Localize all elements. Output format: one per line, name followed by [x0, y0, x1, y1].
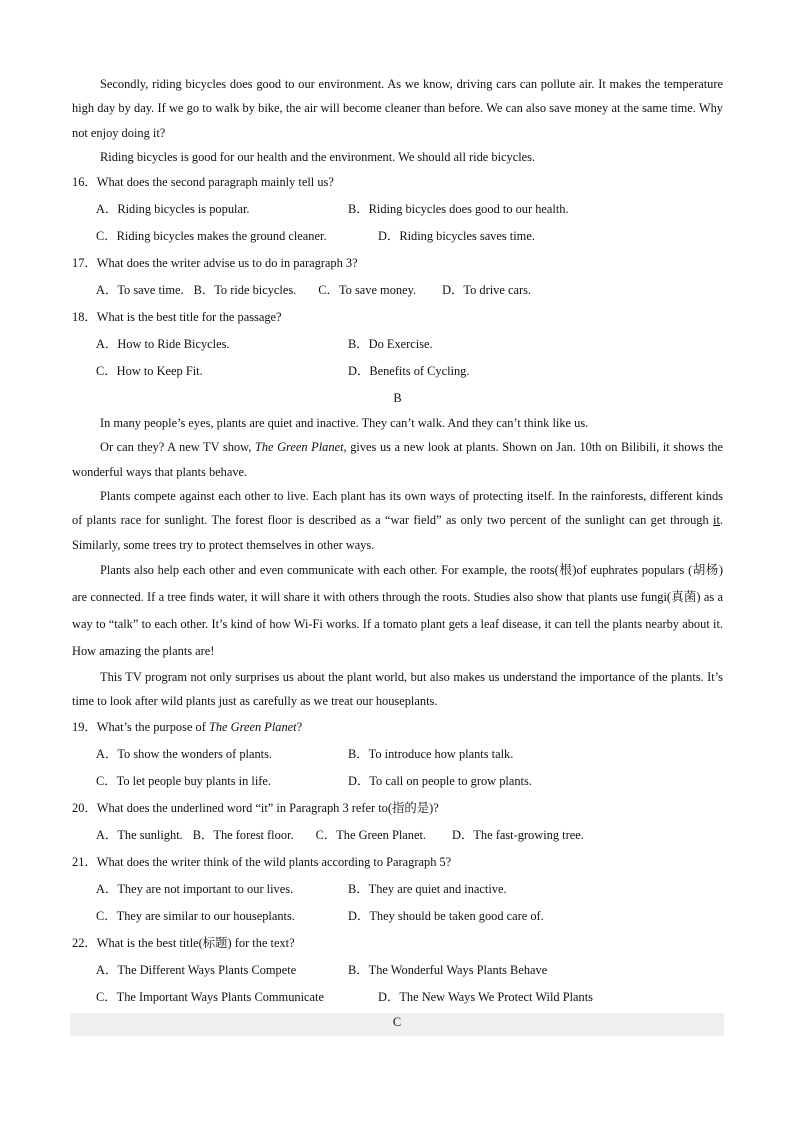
section-c-label-bar: [70, 1013, 724, 1036]
text-span: ?: [296, 719, 303, 734]
question-17: 17．What does the writer advise us to do in paragraph 3?: [72, 256, 358, 271]
option-a: A．The Different Ways Plants Compete: [96, 962, 297, 977]
text-span: 19．What’s the purpose of: [72, 719, 209, 734]
question-17-options: [72, 277, 723, 304]
question-19-options-row2: [72, 768, 723, 795]
passage-b-paragraph-1: In many people’s eyes, plants are quiet and inactive. They can’t walk. And they can’t think like us.: [100, 416, 589, 431]
question-22: 22．What is the best title(标题) for the text?: [72, 935, 295, 950]
question-19-options-row1: [72, 741, 723, 768]
question-19: [72, 714, 723, 741]
underlined-word-it: it: [713, 513, 720, 528]
question-18-options-row1: [72, 331, 723, 358]
question-16: 16．What does the second paragraph mainly tell us?: [72, 175, 334, 190]
option-a: A．Riding bicycles is popular.: [96, 202, 250, 217]
passage-b-paragraph-3: [72, 484, 723, 557]
option-d: D．The New Ways We Protect Wild Plants: [378, 989, 594, 1004]
question-16-options-row1: [72, 196, 723, 223]
option-d: D．Benefits of Cycling.: [348, 364, 470, 379]
question-21-options-row1: [72, 876, 723, 903]
option-c: C．Riding bicycles makes the ground cleaner.: [96, 229, 327, 244]
question-20-options: [72, 822, 723, 849]
text-span: , gives us a new look at plants. Shown on Jan. 10th on Bilibili, it shows the wonderful ways that plants behave.: [72, 440, 723, 479]
option-a: A．To show the wonders of plants.: [96, 746, 273, 761]
passage-a-paragraph-3: Riding bicycles is good for our health and the environment. We should all ride bicycles.: [100, 149, 536, 164]
option-a: A．The sunlight.: [96, 827, 183, 842]
question-20: 20．What does the underlined word “it” in Paragraph 3 refer to(指的是)?: [72, 800, 439, 815]
question-18: 18．What is the best title for the passage?: [72, 310, 282, 325]
option-c: C．The Green Planet.: [315, 827, 427, 842]
passage-a-paragraph-2: Secondly, riding bicycles does good to our environment. As we know, driving cars can pollute air. It makes the temperature high day by day. If we go to walk by bike, the air will become cleaner than before. We can also save money at the same time. Why not enjoy doing it?: [72, 77, 723, 140]
text-span: Plants compete against each other to live. Each plant has its own ways of protecting itself. In the rainforests, different kinds of plants race for sunlight. The forest floor is described as a “war field” as only two percent of the sunlight can get through: [72, 489, 723, 528]
option-c: C．The Important Ways Plants Communicate: [96, 989, 324, 1004]
question-22-options-row1: [72, 957, 723, 984]
option-c: C．To save money.: [318, 283, 417, 298]
option-c: C．To let people buy plants in life.: [96, 773, 271, 788]
option-d: D．To drive cars.: [442, 283, 532, 298]
option-b: B．The Wonderful Ways Plants Behave: [348, 962, 548, 977]
question-21: 21．What does the writer think of the wild plants according to Paragraph 5?: [72, 854, 452, 869]
option-d: D．The fast-growing tree.: [452, 827, 584, 842]
passage-b-paragraph-4: Plants also help each other and even communicate with each other. For example, the roots(根)of euphrates populars (胡杨) are connected. If a tree finds water, it will share it with others through the roots. Studies also show that plants use fungi(真菌) as a way to “talk” to each other. It’s kind of how Wi-Fi works. If a tomato plant gets a leaf disease, it can tell the plants nearby about it. How amazing the plants are!: [72, 562, 723, 658]
text-span: . Similarly, some trees try to protect themselves in other ways.: [72, 513, 723, 552]
option-a: A．They are not important to our lives.: [96, 881, 294, 896]
exam-page: [72, 72, 723, 1011]
section-c-label: C: [392, 1015, 402, 1029]
question-18-options-row2: [72, 358, 723, 385]
show-title: The Green Planet: [254, 440, 344, 455]
option-b: B．They are quiet and inactive.: [348, 881, 507, 896]
passage-b-paragraph-2: [72, 435, 723, 484]
option-c: C．They are similar to our houseplants.: [96, 908, 295, 923]
option-b: B．To ride bicycles.: [193, 283, 297, 298]
option-b: B．The forest floor.: [192, 827, 294, 842]
option-d: D．To call on people to grow plants.: [348, 773, 532, 788]
section-b-label: B: [393, 391, 402, 406]
option-a: A．How to Ride Bicycles.: [96, 337, 230, 352]
question-16-options-row2: [72, 223, 723, 250]
question-22-options-row2: [72, 984, 723, 1011]
show-title: The Green Planet: [208, 719, 297, 734]
question-21-options-row2: [72, 903, 723, 930]
option-d: D．Riding bicycles saves time.: [378, 229, 535, 244]
option-b: B．Riding bicycles does good to our health.: [348, 202, 569, 217]
text-span: Or can they? A new TV show,: [100, 440, 255, 455]
option-a: A．To save time.: [96, 283, 184, 298]
passage-b-paragraph-5: This TV program not only surprises us about the plant world, but also makes us understand the importance of the plants. It’s time to look after wild plants just as carefully as we treat our houseplants.: [72, 669, 723, 709]
option-c: C．How to Keep Fit.: [96, 364, 203, 379]
option-b: B．To introduce how plants talk.: [348, 746, 514, 761]
option-b: B．Do Exercise.: [348, 337, 433, 352]
option-d: D．They should be taken good care of.: [348, 908, 544, 923]
